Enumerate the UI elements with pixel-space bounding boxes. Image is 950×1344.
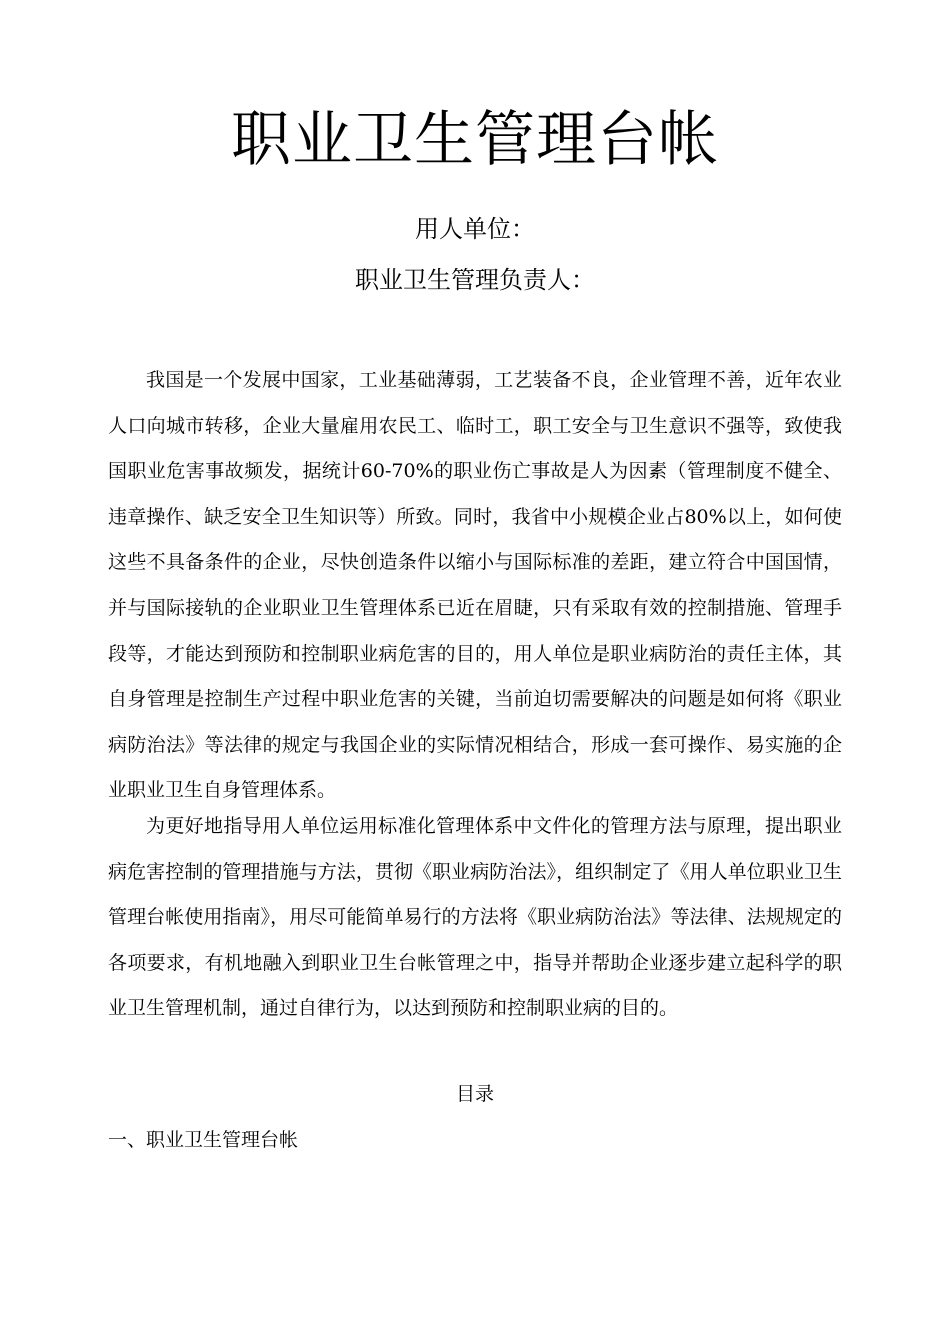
employer-label: 用人单位： bbox=[415, 215, 535, 243]
toc-title: 目录 bbox=[455, 1083, 494, 1105]
toc-item[interactable]: 一、职业卫生管理台帐 bbox=[108, 1129, 299, 1151]
intro-paragraph-1: 我国是一个发展中国家，工业基础薄弱，工艺装备不良，企业管理不善，近年农业人口向城市转移，企业大量雇用农民工、临时工，职工安全与卫生意识不强等，致使我国职业危害事故频发，据统计60-70%的职业伤亡事故是人为因素（管理制度不健全、违章操作、缺乏安全卫生知识等）所致。同时，我省中小规模企业占80%以上，如何使这些不具备条件的企业，尽快创造条件以缩小与国际标准的差距，建立符合中国国情，并与国际接轨的企业职业卫生管理体系已近在眉睫，只有采取有效的控制措施、管理手段等，才能达到预防和控制职业病危害的目的，用人单位是职业病防治的责任主体，其自身管理是控制生产过程中职业危害的关键，当前迫切需要解决的问题是如何将《职业病防治法》等法律的规定与我国企业的实际情况相结合，形成一套可操作、易实施的企业职业卫生自身管理体系。 bbox=[108, 369, 842, 802]
document-title: 职业卫生管理台帐 bbox=[231, 105, 719, 175]
manager-label: 职业卫生管理负责人： bbox=[355, 266, 595, 294]
intro-paragraph-2: 为更好地指导用人单位运用标准化管理体系中文件化的管理方法与原理，提出职业病危害控制的管理措施与方法，贯彻《职业病防治法》，组织制定了《用人单位职业卫生管理台帐使用指南》，用尽可能简单易行的方法将《职业病防治法》等法律、法规规定的各项要求，有机地融入到职业卫生台帐管理之中，指导并帮助企业逐步建立起科学的职业卫生管理机制，通过自律行为，以达到预防和控制职业病的目的。 bbox=[108, 815, 842, 1020]
